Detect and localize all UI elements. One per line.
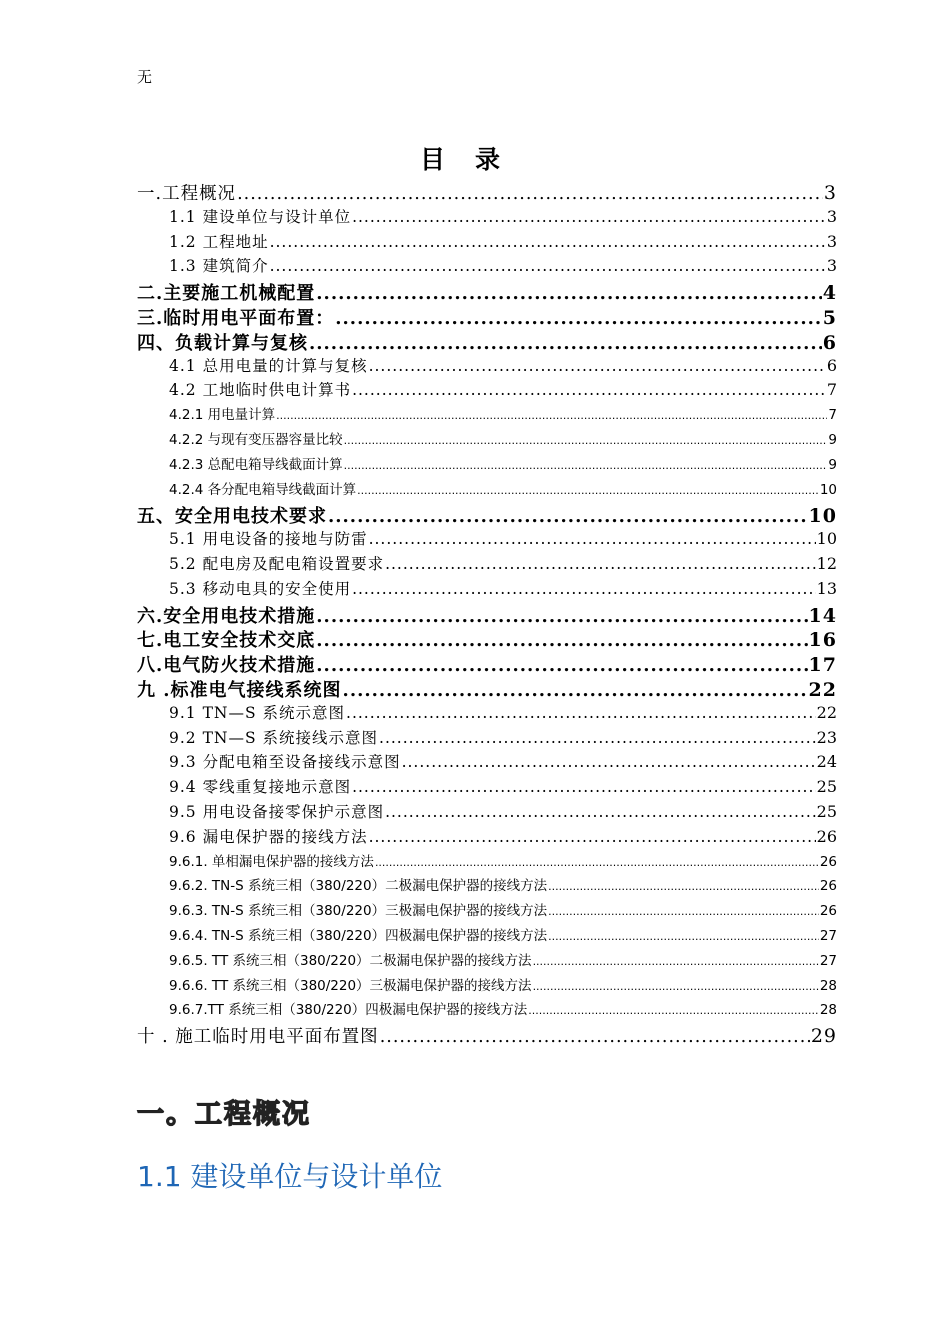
toc-entry-label: 9.2 TN—S 系统接线示意图 (169, 728, 379, 747)
toc-entry-label: 4.2.4 各分配电箱导线截面计算 (169, 481, 357, 498)
toc-entry[interactable] (137, 378, 837, 403)
toc-entry-label: 5.2 配电房及配电箱设置要求 (169, 554, 385, 573)
toc-entry-label: 1.3 建筑简介 (169, 257, 269, 276)
toc-entry-label: 1.2 工程地址 (169, 232, 269, 251)
toc-entry-label: 9.6.2. TN-S 系统三相（380/220）二极漏电保护器的接线方法 (169, 878, 548, 895)
toc-entry-label: 9.6.3. TN-S 系统三相（380/220）三极漏电保护器的接线方法 (169, 903, 548, 920)
toc-entry-label: 八.电气防火技术措施 (137, 655, 316, 677)
toc-entry-page: 4 (822, 282, 837, 305)
toc-entry-page: 6 (826, 355, 837, 375)
toc-entry[interactable] (137, 205, 837, 230)
toc-dot-leader (357, 484, 819, 497)
toc-dot-leader (328, 506, 808, 527)
toc-entry-page: 9 (828, 456, 837, 473)
toc-entry-label: 一.工程概况 (137, 184, 237, 204)
toc-entry[interactable] (137, 403, 837, 428)
toc-entry-label: 十 . 施工临时用电平面布置图 (137, 1027, 379, 1048)
toc-entry[interactable] (137, 304, 837, 329)
subsection-heading: 1.1 建设单位与设计单位 (137, 1160, 443, 1193)
toc-dot-leader (375, 856, 819, 869)
toc-entry-label: 四、负载计算与复核 (137, 332, 308, 354)
toc-entry[interactable] (137, 329, 837, 354)
toc-dot-leader (316, 655, 807, 676)
toc-entry-label: 二.主要施工机械配置 (137, 283, 316, 305)
toc-entry-page: 26 (819, 878, 837, 895)
toc-entry-label: 5.3 移动电具的安全使用 (169, 579, 352, 598)
toc-entry-label: 9.4 零线重复接地示意图 (169, 778, 352, 797)
toc-dot-leader (402, 753, 816, 771)
toc-entry-label: 9.6.7.TT 系统三相（380/220）四极漏电保护器的接线方法 (169, 1002, 528, 1019)
toc-entry-page: 10 (819, 481, 837, 498)
toc-entry[interactable] (137, 651, 837, 676)
toc-entry-label: 4.1 总用电量的计算与复核 (169, 356, 368, 375)
toc-entry-label: 9.1 TN—S 系统示意图 (169, 703, 346, 722)
toc-entry-page: 3 (826, 206, 837, 226)
toc-entry[interactable] (137, 726, 837, 751)
toc-entry[interactable] (137, 750, 837, 775)
toc-entry-page: 6 (822, 331, 837, 354)
toc-entry[interactable] (137, 254, 837, 279)
toc-entry[interactable] (137, 701, 837, 726)
toc-dot-leader (316, 283, 821, 304)
toc-dot-leader (380, 1027, 810, 1047)
toc-dot-leader (533, 955, 819, 968)
toc-entry-label: 9.3 分配电箱至设备接线示意图 (169, 753, 401, 772)
section-heading: 一。工程概况 (137, 1099, 311, 1130)
toc-entry-page: 17 (808, 654, 837, 677)
toc-dot-leader (316, 630, 807, 651)
toc-entry-label: 4.2 工地临时供电计算书 (169, 381, 352, 400)
toc-dot-leader (270, 257, 826, 275)
toc-dot-leader (276, 409, 827, 422)
toc-dot-leader (352, 778, 816, 796)
toc-entry-page: 29 (810, 1025, 837, 1048)
toc-entry[interactable] (137, 626, 837, 651)
toc-dot-leader (385, 803, 816, 821)
toc-entry-label: 4.2.1 用电量计算 (169, 407, 276, 424)
toc-entry[interactable] (137, 230, 837, 255)
toc-entry-label: 9.5 用电设备接零保护示意图 (169, 802, 385, 821)
toc-dot-leader (533, 980, 819, 993)
toc-dot-leader (237, 184, 823, 204)
toc-entry[interactable] (137, 899, 837, 924)
toc-entry[interactable] (137, 850, 837, 875)
table-of-contents (137, 180, 837, 1048)
toc-entry-page: 13 (816, 578, 837, 598)
toc-entry[interactable] (137, 527, 837, 552)
toc-entry[interactable] (137, 428, 837, 453)
toc-entry-page: 28 (819, 977, 837, 994)
toc-entry-page: 26 (819, 853, 837, 870)
toc-entry-page: 26 (819, 903, 837, 920)
toc-entry-page: 12 (816, 553, 837, 573)
toc-dot-leader (352, 381, 826, 399)
toc-entry-label: 9.6.4. TN-S 系统三相（380/220）四极漏电保护器的接线方法 (169, 927, 548, 944)
toc-entry-page: 25 (816, 777, 837, 797)
toc-entry[interactable] (137, 354, 837, 379)
toc-entry[interactable] (137, 453, 837, 478)
toc-dot-leader (369, 828, 816, 846)
toc-entry-page: 23 (816, 727, 837, 747)
toc-entry-page: 25 (816, 801, 837, 821)
toc-dot-leader (528, 1004, 819, 1017)
toc-entry[interactable] (137, 552, 837, 577)
toc-entry-page: 10 (808, 505, 837, 528)
toc-dot-leader (346, 704, 816, 722)
toc-entry[interactable] (137, 974, 837, 999)
toc-entry-label: 三.临时用电平面布置： (137, 307, 335, 329)
toc-entry-page: 3 (826, 256, 837, 276)
toc-entry[interactable] (137, 825, 837, 850)
toc-entry-label: 9.6.6. TT 系统三相（380/220）三极漏电保护器的接线方法 (169, 977, 532, 994)
toc-dot-leader (548, 880, 819, 893)
toc-entry-page: 22 (808, 678, 837, 701)
toc-entry-page: 27 (819, 952, 837, 969)
toc-entry[interactable] (137, 180, 837, 205)
toc-entry-page: 14 (808, 604, 837, 627)
toc-entry[interactable] (137, 602, 837, 627)
toc-dot-leader (316, 606, 807, 627)
toc-entry-page: 16 (808, 629, 837, 652)
toc-dot-leader (309, 333, 822, 354)
toc-entry-label: 5.1 用电设备的接地与防雷 (169, 530, 368, 549)
toc-entry-label: 六.安全用电技术措施 (137, 605, 316, 627)
toc-entry[interactable] (137, 478, 837, 503)
toc-entry-page: 24 (816, 752, 837, 772)
toc-entry-label: 9.6.1. 单相漏电保护器的接线方法 (169, 853, 374, 870)
toc-entry-label: 五、安全用电技术要求 (137, 506, 327, 528)
toc-entry-page: 3 (823, 182, 837, 204)
toc-entry[interactable] (137, 874, 837, 899)
toc-entry-page: 7 (828, 407, 837, 424)
toc-entry[interactable] (137, 924, 837, 949)
toc-dot-leader (548, 905, 819, 918)
toc-title: 目录 (419, 145, 530, 174)
toc-entry[interactable] (137, 998, 837, 1023)
toc-entry[interactable] (137, 1023, 837, 1048)
header-mark: 无 (137, 68, 153, 86)
toc-entry-label: 9.6 漏电保护器的接线方法 (169, 827, 368, 846)
toc-dot-leader (343, 680, 808, 701)
toc-dot-leader (548, 930, 819, 943)
toc-entry[interactable] (137, 279, 837, 304)
toc-entry[interactable] (137, 676, 837, 701)
toc-dot-leader (344, 434, 828, 447)
toc-entry[interactable] (137, 577, 837, 602)
toc-entry[interactable] (137, 775, 837, 800)
toc-dot-leader (369, 357, 826, 375)
toc-entry-page: 5 (822, 306, 837, 329)
toc-entry-label: 4.2.2 与现有变压器容量比较 (169, 431, 343, 448)
toc-entry-label: 九 .标准电气接线系统图 (137, 679, 342, 701)
toc-entry-page: 22 (816, 702, 837, 722)
toc-entry-label: 七.电工安全技术交底 (137, 630, 316, 652)
toc-entry-page: 9 (828, 431, 837, 448)
toc-dot-leader (369, 530, 816, 548)
toc-entry-page: 28 (819, 1002, 837, 1019)
toc-dot-leader (385, 555, 816, 573)
toc-dot-leader (352, 208, 826, 226)
toc-entry-page: 7 (826, 380, 837, 400)
toc-dot-leader (344, 459, 828, 472)
toc-entry-page: 3 (826, 231, 837, 251)
toc-dot-leader (270, 233, 826, 251)
toc-entry-page: 27 (819, 927, 837, 944)
toc-entry[interactable] (137, 800, 837, 825)
toc-entry-label: 1.1 建设单位与设计单位 (169, 207, 352, 226)
toc-entry[interactable] (137, 502, 837, 527)
toc-dot-leader (352, 580, 816, 598)
toc-dot-leader (379, 729, 816, 747)
toc-entry-label: 4.2.3 总配电箱导线截面计算 (169, 456, 343, 473)
toc-entry[interactable] (137, 949, 837, 974)
toc-entry-page: 10 (816, 529, 837, 549)
toc-dot-leader (335, 308, 822, 329)
toc-entry-label: 9.6.5. TT 系统三相（380/220）二极漏电保护器的接线方法 (169, 952, 532, 969)
toc-entry-page: 26 (816, 826, 837, 846)
